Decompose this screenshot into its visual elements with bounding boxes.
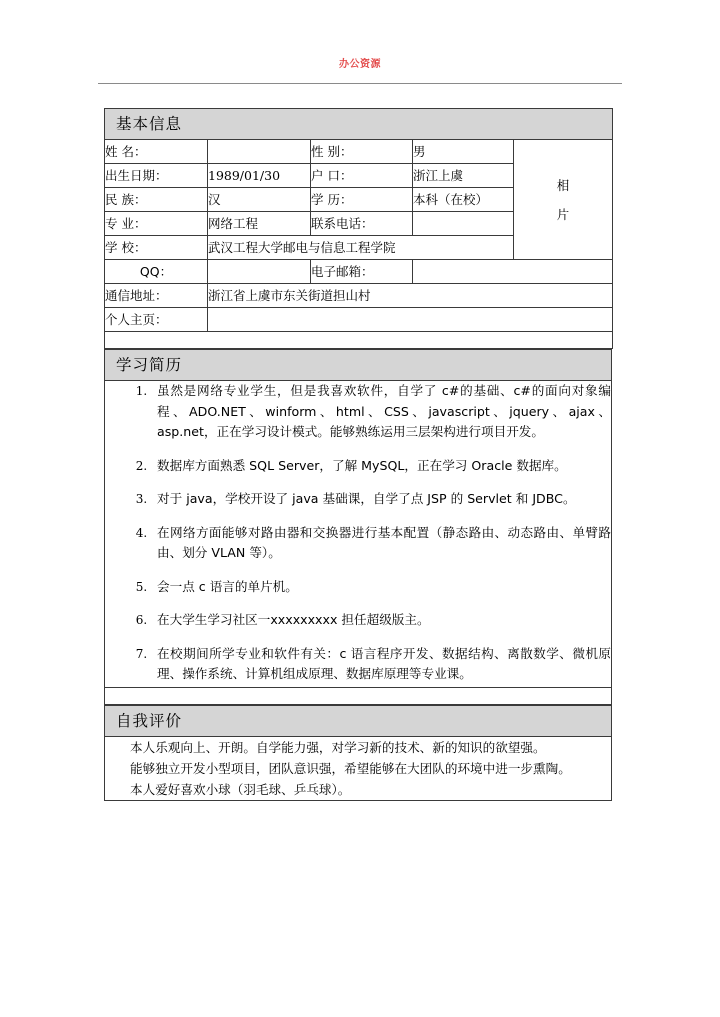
table-row — [105, 284, 613, 308]
gender-label: 性 别： — [311, 140, 413, 164]
self-evaluation-table — [104, 705, 612, 801]
name-label: 姓 名： — [105, 140, 208, 164]
evaluation-header-row — [105, 705, 612, 736]
household-value[interactable]: 浙江上虞 — [413, 164, 514, 188]
school-value[interactable]: 武汉工程大学邮电与信息工程学院 — [208, 236, 514, 260]
phone-value[interactable] — [413, 212, 514, 236]
basic-info-table — [104, 108, 613, 349]
ethnicity-label: 民 族： — [105, 188, 208, 212]
list-item: 2. 数据库方面熟悉 SQL Server，了解 MySQL，正在学习 Oracle 数据库。 — [151, 456, 611, 477]
list-item: 7. 在校期间所学专业和软件有关：c 语言程序开发、数据结构、离散数学、微机原理、操作系统、计算机组成原理、数据库原理等专业课。 — [151, 644, 611, 685]
phone-label: 联系电话： — [311, 212, 413, 236]
block-spacer-row — [105, 332, 613, 349]
study-history-table — [104, 349, 612, 705]
gender-value[interactable]: 男 — [413, 140, 514, 164]
section-title: 基本信息 — [116, 115, 183, 133]
email-label: 电子邮箱： — [311, 260, 413, 284]
study-header-row — [105, 350, 612, 381]
spacer-cell — [105, 332, 613, 349]
list-item: 6. 在大学生学习社区一xxxxxxxxx 担任超级版主。 — [151, 610, 611, 631]
qq-value[interactable] — [208, 260, 311, 284]
birthdate-value[interactable]: 1989/01/30 — [208, 164, 311, 188]
page-header — [0, 52, 720, 71]
section-header-study — [105, 350, 612, 381]
evaluation-text-cell — [105, 736, 612, 800]
school-label: 学 校： — [105, 236, 208, 260]
birthdate-label: 出生日期： — [105, 164, 208, 188]
basic-info-header-row — [105, 109, 613, 140]
homepage-label: 个人主页： — [105, 308, 208, 332]
list-item: 5. 会一点 c 语言的单片机。 — [151, 577, 611, 598]
major-label: 专 业： — [105, 212, 208, 236]
evaluation-paragraph: 本人乐观向上、开朗。自学能力强，对学习新的技术、新的知识的欲望强。 — [130, 739, 546, 755]
section-header-basic-info — [105, 109, 613, 140]
household-label: 户 口： — [311, 164, 413, 188]
evaluation-paragraph: 本人爱好喜欢小球（羽毛球、乒乓球）。 — [130, 781, 351, 797]
study-content-row — [105, 381, 612, 688]
email-value[interactable] — [413, 260, 613, 284]
section-title: 学习简历 — [116, 356, 183, 374]
section-header-evaluation — [105, 705, 612, 736]
education-label: 学 历： — [311, 188, 413, 212]
block-spacer-row — [105, 687, 612, 704]
photo-placeholder-cell — [514, 140, 613, 260]
major-value[interactable]: 网络工程 — [208, 212, 311, 236]
spacer-cell — [105, 687, 612, 704]
header-divider — [98, 83, 622, 84]
qq-label: QQ： — [105, 260, 208, 284]
list-item: 4. 在网络方面能够对路由器和交换器进行基本配置（静态路由、动态路由、单臂路由、划分 VLAN 等）。 — [151, 523, 611, 564]
ethnicity-value[interactable]: 汉 — [208, 188, 311, 212]
address-value[interactable]: 浙江省上虞市东关街道担山村 — [208, 284, 613, 308]
list-item: 3. 对于 java，学校开设了 java 基础课，自学了点 JSP 的 Servlet 和 JDBC。 — [151, 489, 611, 510]
evaluation-content-row — [105, 736, 612, 800]
photo-label-gap — [514, 193, 612, 207]
watermark-text: 办公资源 — [339, 59, 381, 70]
table-row — [105, 308, 613, 332]
photo-label-line-1: 相 — [556, 177, 570, 193]
evaluation-paragraph: 能够独立开发小型项目，团队意识强，希望能够在大团队的环境中进一步熏陶。 — [130, 760, 571, 776]
table-row — [105, 260, 613, 284]
list-item: 1. 虽然是网络专业学生，但是我喜欢软件，自学了 c#的基础、c#的面向对象编程、ADO.NET、winform、html、CSS、javascript、jquery、ajax、asp.net，正在学习设计模式。能够熟练运用三层架构进行项目开发。 — [151, 381, 611, 443]
photo-label-line-2: 片 — [556, 206, 570, 222]
address-label: 通信地址： — [105, 284, 208, 308]
section-title: 自我评价 — [116, 711, 183, 730]
name-value[interactable] — [208, 140, 311, 164]
study-list-cell — [105, 381, 612, 688]
education-value[interactable]: 本科（在校） — [413, 188, 514, 212]
table-row — [105, 140, 613, 164]
resume-body — [104, 108, 612, 801]
homepage-value[interactable] — [208, 308, 613, 332]
study-list — [105, 381, 611, 685]
